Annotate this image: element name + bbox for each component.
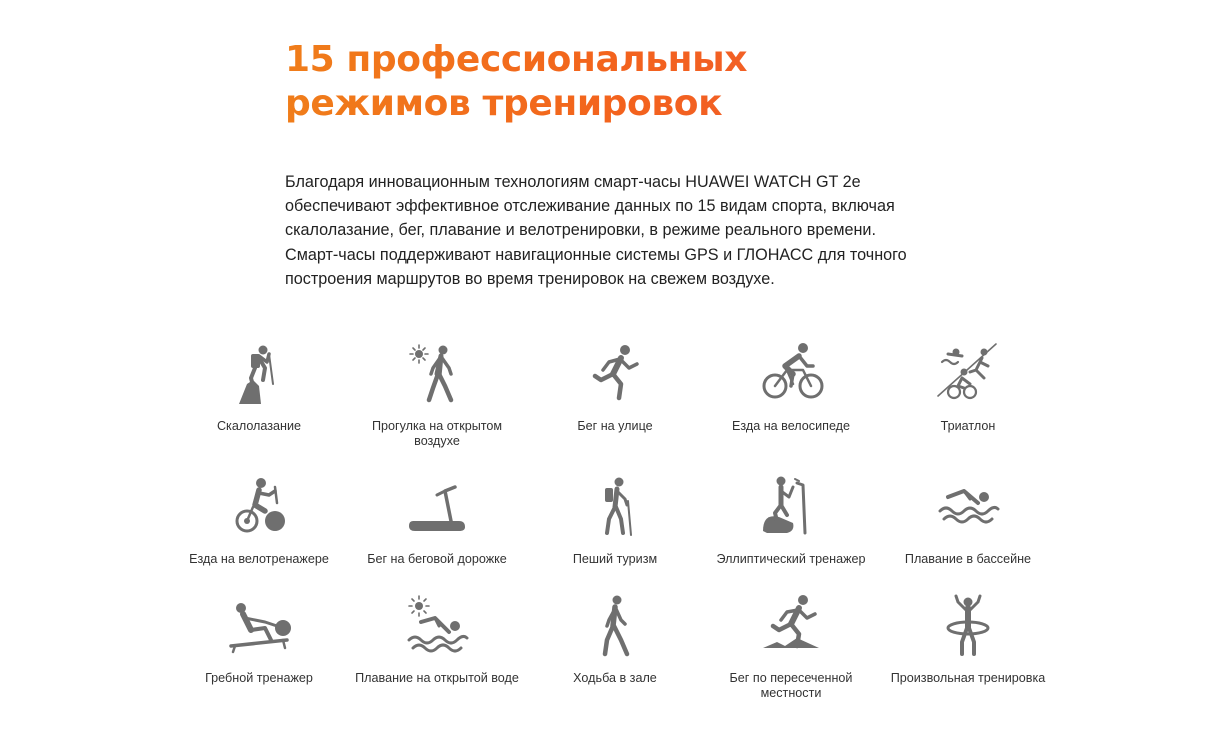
workout-mode-label	[879, 419, 1057, 434]
free-training-icon	[931, 592, 1005, 660]
hiking-icon	[578, 473, 652, 541]
page-title	[285, 38, 1045, 126]
indoor-cycling-icon	[222, 473, 296, 541]
workout-mode-item	[348, 340, 526, 449]
outdoor-run-icon	[578, 340, 652, 408]
workout-mode-label-line: Езда на велосипеде	[731, 419, 851, 433]
workout-mode-item	[879, 473, 1057, 567]
workout-mode-label-line: Ходьба в зале	[573, 671, 657, 685]
workout-mode-label-line: Плавание в бассейне	[904, 552, 1032, 566]
climbing-icon	[222, 340, 296, 408]
workout-mode-label-line: воздухе	[414, 434, 460, 448]
workout-mode-label	[348, 419, 526, 449]
workout-mode-label	[170, 552, 348, 567]
treadmill-icon	[400, 473, 474, 541]
workout-mode-label-line: местности	[760, 686, 822, 700]
description-line: скалолазание, бег, плавание и велотренировки, в режиме реального времени.	[285, 221, 876, 240]
workout-mode-item	[348, 473, 526, 567]
title-line: режимов тренировок	[285, 83, 723, 124]
workout-modes-grid	[170, 340, 1058, 720]
workout-mode-item	[702, 340, 880, 434]
open-water-swim-icon	[400, 592, 474, 660]
workout-mode-label	[348, 552, 526, 567]
indoor-walk-icon	[578, 592, 652, 660]
elliptical-icon	[754, 473, 828, 541]
workout-mode-label-line: Бег на беговой дорожке	[367, 552, 507, 566]
workout-mode-label-line: Езда на велотренажере	[189, 552, 329, 566]
workout-mode-item	[526, 473, 704, 567]
workout-mode-label-line: Эллиптический тренажер	[716, 552, 866, 566]
workout-mode-label	[170, 671, 348, 686]
workout-mode-label-line: Бег на улице	[577, 419, 653, 433]
workout-mode-item	[702, 473, 880, 567]
cycling-icon	[754, 340, 828, 408]
workout-mode-item	[526, 340, 704, 434]
workout-mode-label	[879, 552, 1057, 567]
workout-mode-item	[170, 473, 348, 567]
workout-mode-label	[526, 671, 704, 686]
workout-mode-item	[526, 592, 704, 686]
description-line: Смарт-часы поддерживают навигационные системы GPS и ГЛОНАСС для точного	[285, 245, 907, 264]
triathlon-icon	[931, 340, 1005, 408]
workout-mode-item	[879, 592, 1057, 686]
workout-mode-label-line: Скалолазание	[216, 419, 302, 433]
workout-mode-item	[879, 340, 1057, 434]
workout-mode-item	[348, 592, 526, 686]
title-line: 15 профессиональных	[285, 39, 748, 80]
workout-mode-label	[526, 419, 704, 434]
workout-mode-label-line: Прогулка на открытом	[371, 419, 503, 433]
workout-mode-label	[702, 419, 880, 434]
outdoor-walk-icon	[400, 340, 474, 408]
workout-mode-item	[702, 592, 880, 701]
description-line: Благодаря инновационным технологиям смарт-часы HUAWEI WATCH GT 2e	[285, 173, 861, 191]
workout-mode-label	[348, 671, 526, 686]
workout-mode-item	[170, 340, 348, 434]
workout-mode-label-line: Пеший туризм	[572, 552, 658, 566]
description-line: обеспечивают эффективное отслеживание данных по 15 видам спорта, включая	[285, 197, 895, 216]
cross-country-run-icon	[754, 592, 828, 660]
description	[285, 170, 945, 291]
workout-mode-label-line: Произвольная тренировка	[890, 671, 1046, 685]
workout-mode-label-line: Триатлон	[940, 419, 996, 433]
workout-mode-label-line: Бег по пересеченной	[729, 671, 853, 685]
description-line: построения маршрутов во время тренировок на свежем воздухе.	[285, 269, 775, 288]
workout-mode-item	[170, 592, 348, 686]
workout-mode-label	[702, 671, 880, 701]
workout-mode-label-line: Плавание на открытой воде	[355, 671, 519, 685]
rowing-machine-icon	[222, 592, 296, 660]
pool-swim-icon	[931, 473, 1005, 541]
workout-mode-label	[702, 552, 880, 567]
workout-mode-label-line: Гребной тренажер	[205, 671, 313, 685]
workout-mode-label	[170, 419, 348, 434]
workout-mode-label	[526, 552, 704, 567]
workout-mode-label	[879, 671, 1057, 686]
